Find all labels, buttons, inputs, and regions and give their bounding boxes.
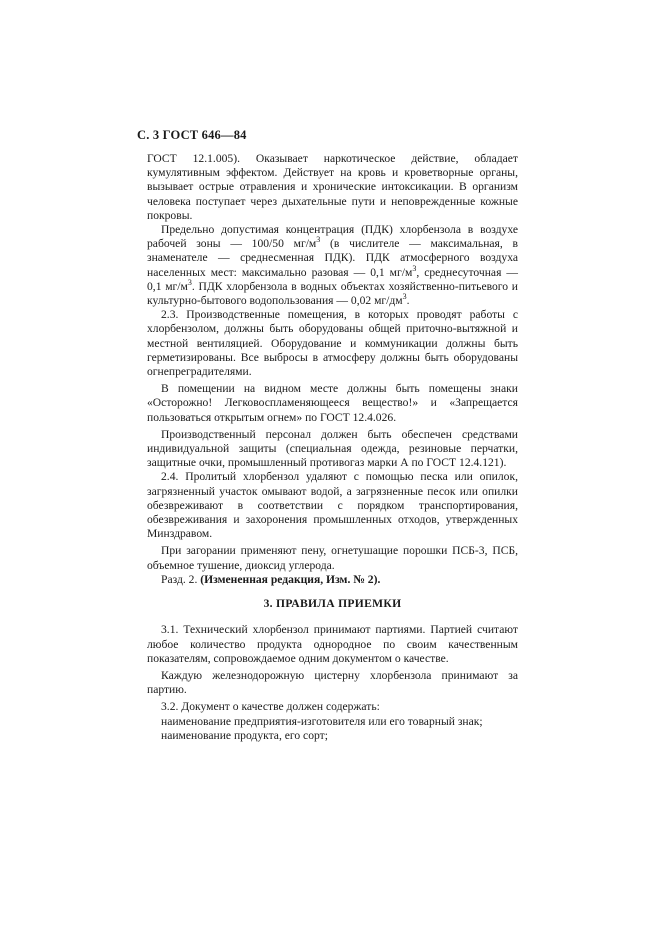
paragraph-ppe: Производственный персонал должен быть обеспечен средствами индивидуальной защиты (специальная одежда, резиновые перчатки, защитные очки, промышленный противогаз марки А по ГОСТ 12.4.121). [147, 427, 518, 470]
paragraph-fire: При загорании применяют пену, огнетушащие порошки ПСБ-3, ПСБ, объемное тушение, диоксид углерода. [147, 544, 518, 572]
revision-prefix: Разд. 2. [161, 572, 201, 586]
paragraph-3-2: 3.2. Документ о качестве должен содержать: [161, 700, 380, 714]
paragraph-2-3: 2.3. Производственные помещения, в которых проводят работы с хлорбензолом, должны быть оборудованы общей приточно-вытяжной и местной вентиляцией. Оборудование и коммуникации должны быть герметизированы. Все выбросы в атмосферу должны быть оборудованы огнепреградителями. [147, 308, 518, 379]
pdk-text-5: . [406, 294, 410, 308]
paragraph-continued: ГОСТ 12.1.005). Оказывает наркотическое действие, обладает кумулятивным эффектом. Действует на кровь и кроветворные органы, вызывает острые отравления и хронические интоксикации. В организм человека поступает через дыхательные пути и неповрежденные кожные покровы. [147, 152, 518, 222]
superscript: 3 [187, 277, 192, 287]
section-3-title: 3. ПРАВИЛА ПРИЕМКИ [263, 597, 402, 611]
paragraph-tank: Каждую железнодорожную цистерну хлорбензола принимают за партию. [147, 668, 518, 697]
superscript: 3 [316, 235, 321, 245]
pdk-text-3: , среднесуточная — 0,1 мг/м [147, 265, 518, 293]
paragraph-3-1: 3.1. Технический хлорбензол принимают партиями. Партией считают любое количество продукта однородное по своим качественным показателям, сопровождаемое одним документом о качестве. [147, 623, 518, 665]
paragraph-2-4: 2.4. Пролитый хлорбензол удаляют с помощью песка или опилок, загрязненный участок омывают водой, а загрязненные песок или опилки обезвреживают в соответствии с порядком транспортирования, обезвреживания и захоронения промышленных отходов, утвержденных Минздравом. [147, 470, 518, 541]
list-item-manufacturer: наименование предприятия-изготовителя или его товарный знак; [161, 714, 483, 728]
superscript: 3 [402, 292, 407, 302]
paragraph-revision [147, 573, 518, 587]
paragraph-signs: В помещении на видном месте должны быть помещены знаки «Осторожно! Легковоспламеняющееся вещество!» и «Запрещается пользоваться открытым огнем» по ГОСТ 12.4.026. [147, 382, 518, 424]
page-body [147, 152, 518, 743]
pdk-text-2: (в числителе — максимальная, в знаменателе — среднесменная ПДК). ПДК атмосферного воздуха населенных мест: максимально разовая — 0,1 мг/м [147, 237, 519, 279]
list-item-product: наименование продукта, его сорт; [161, 728, 328, 742]
pdk-text-1: Предельно допустимая концентрация (ПДК) хлорбензола в воздухе рабочей зоны — 100/50 мг/м [147, 223, 518, 251]
paragraph-pdk [147, 223, 518, 308]
superscript: 3 [412, 263, 417, 273]
pdk-text-4: . ПДК хлорбензола в водных объектах хозяйственно-питьевого и культурно-бытового водопользования — 0,02 мг/дм [147, 279, 518, 308]
revision-note: (Измененная редакция, Изм. № 2). [200, 572, 381, 586]
page-header: С. 3 ГОСТ 646—84 [137, 128, 247, 142]
